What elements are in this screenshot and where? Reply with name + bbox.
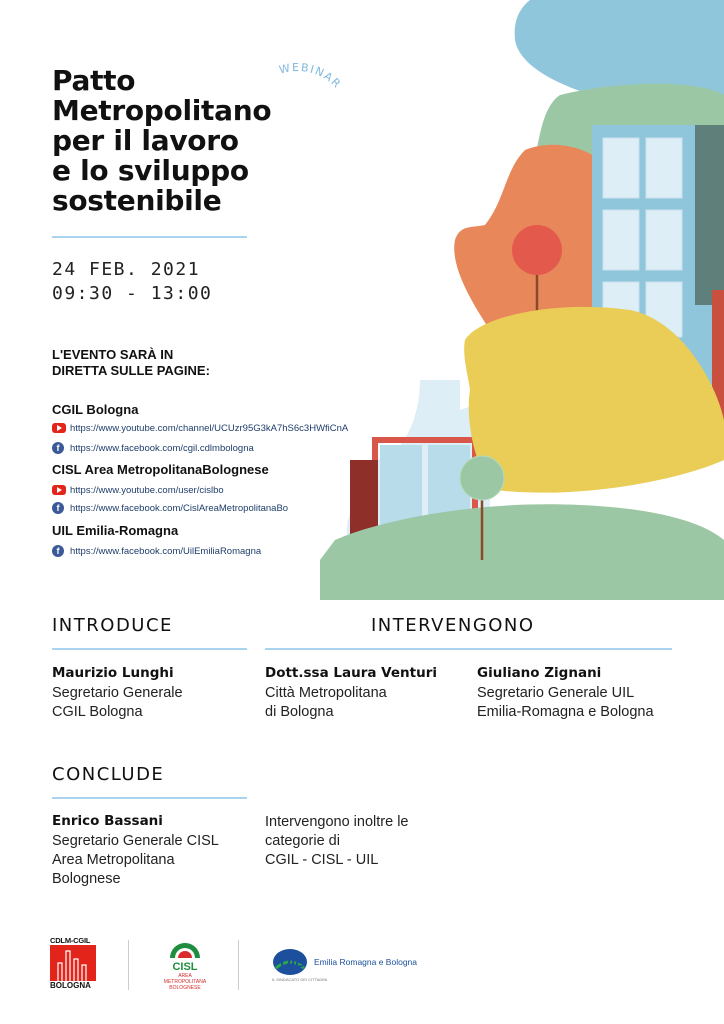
channel-org-cisl: CISL Area MetropolitanaBolognese: [52, 462, 269, 477]
uil-logo-name: UIL: [280, 953, 305, 971]
title-line: Metropolitano: [52, 94, 272, 127]
channel-link[interactable]: https://www.youtube.com/user/cislbo: [52, 482, 224, 498]
building-dark-strip: [695, 125, 724, 305]
event-title: [52, 66, 352, 216]
youtube-icon: [52, 485, 66, 495]
concluder: [52, 813, 262, 889]
introduce-heading: INTRODUCE: [52, 615, 173, 636]
logo-separator: [128, 940, 129, 990]
title-line: e lo sviluppo: [52, 154, 249, 187]
person-role: Città Metropolitana: [265, 685, 387, 701]
additional-speakers-note: Intervengono inoltre le categorie di CGIL - CISL - UIL: [265, 814, 409, 868]
uil-logo-region: Emilia Romagna e Bologna: [314, 957, 418, 967]
title-line: sostenibile: [52, 184, 222, 217]
person-role: Area Metropolitana: [52, 852, 175, 868]
youtube-icon: [52, 423, 66, 433]
facebook-icon: f: [52, 545, 64, 557]
facebook-icon: f: [52, 442, 64, 454]
event-time: 09:30 - 13:00: [52, 283, 213, 304]
uil-logo-tagline: IL SINDACATO DEI CITTADINI: [272, 977, 328, 982]
lower-building-window: [380, 445, 422, 525]
intervengono-divider: [265, 648, 672, 650]
person-role: Segretario Generale CISL: [52, 833, 219, 849]
green-tree-crown: [460, 456, 504, 500]
title-line: Patto: [52, 64, 136, 97]
cgil-logo: [50, 936, 98, 994]
channel-link[interactable]: f https://www.facebook.com/cgil.cdlmbologna: [52, 440, 254, 456]
channel-org-cgil: CGIL Bologna: [52, 402, 139, 417]
person-role: Emilia-Romagna e Bologna: [477, 704, 654, 720]
person-name: Maurizio Lunghi: [52, 665, 174, 681]
introducer: [52, 665, 252, 722]
channel-link[interactable]: f https://www.facebook.com/CislAreaMetropolitanaBo: [52, 500, 288, 516]
uil-logo: [272, 948, 422, 988]
channel-org-uil: UIL Emilia-Romagna: [52, 523, 179, 538]
conclude-heading: CONCLUDE: [52, 764, 165, 785]
cgil-logo-top: CDLM-CGIL: [50, 936, 91, 945]
person-role: CGIL Bologna: [52, 704, 143, 720]
speaker: [477, 665, 677, 722]
city-illustration: [320, 0, 724, 600]
intervengono-heading: INTERVENGONO: [371, 615, 535, 636]
person-name: Enrico Bassani: [52, 813, 163, 829]
live-intro: L'EVENTO SARÀ IN DIRETTA SULLE PAGINE:: [52, 347, 210, 378]
red-tree-crown: [512, 225, 562, 275]
speaker: [265, 665, 465, 722]
introduce-divider: [52, 648, 247, 650]
person-name: Dott.ssa Laura Venturi: [265, 665, 438, 681]
webinar-label: WEBINAR: [277, 60, 345, 92]
cgil-tower-icon: [50, 945, 96, 981]
cisl-logo: CISL AREA METROPOLITANA BOLOGNESE: [160, 932, 210, 1000]
person-name: Giuliano Zignani: [477, 665, 602, 681]
event-date: 24 FEB. 2021: [52, 259, 201, 280]
channel-link[interactable]: f https://www.facebook.com/UilEmiliaRomagna: [52, 543, 261, 559]
facebook-icon: f: [52, 502, 64, 514]
channel-link[interactable]: https://www.youtube.com/channel/UCUzr95G3kA7hS6c3HWfiCnA: [52, 420, 348, 436]
person-role: Segretario Generale UIL: [477, 685, 635, 701]
cisl-emblem-icon: [168, 932, 202, 962]
cgil-logo-bottom: BOLOGNA: [50, 981, 91, 990]
person-role: di Bologna: [265, 704, 334, 720]
cisl-logo-name: CISL: [172, 961, 198, 973]
conclude-divider: [52, 797, 247, 799]
person-role: Bolognese: [52, 871, 121, 887]
title-line: per il lavoro: [52, 124, 239, 157]
title-divider: [52, 236, 247, 238]
logo-separator: [238, 940, 239, 990]
person-role: Segretario Generale: [52, 685, 183, 701]
